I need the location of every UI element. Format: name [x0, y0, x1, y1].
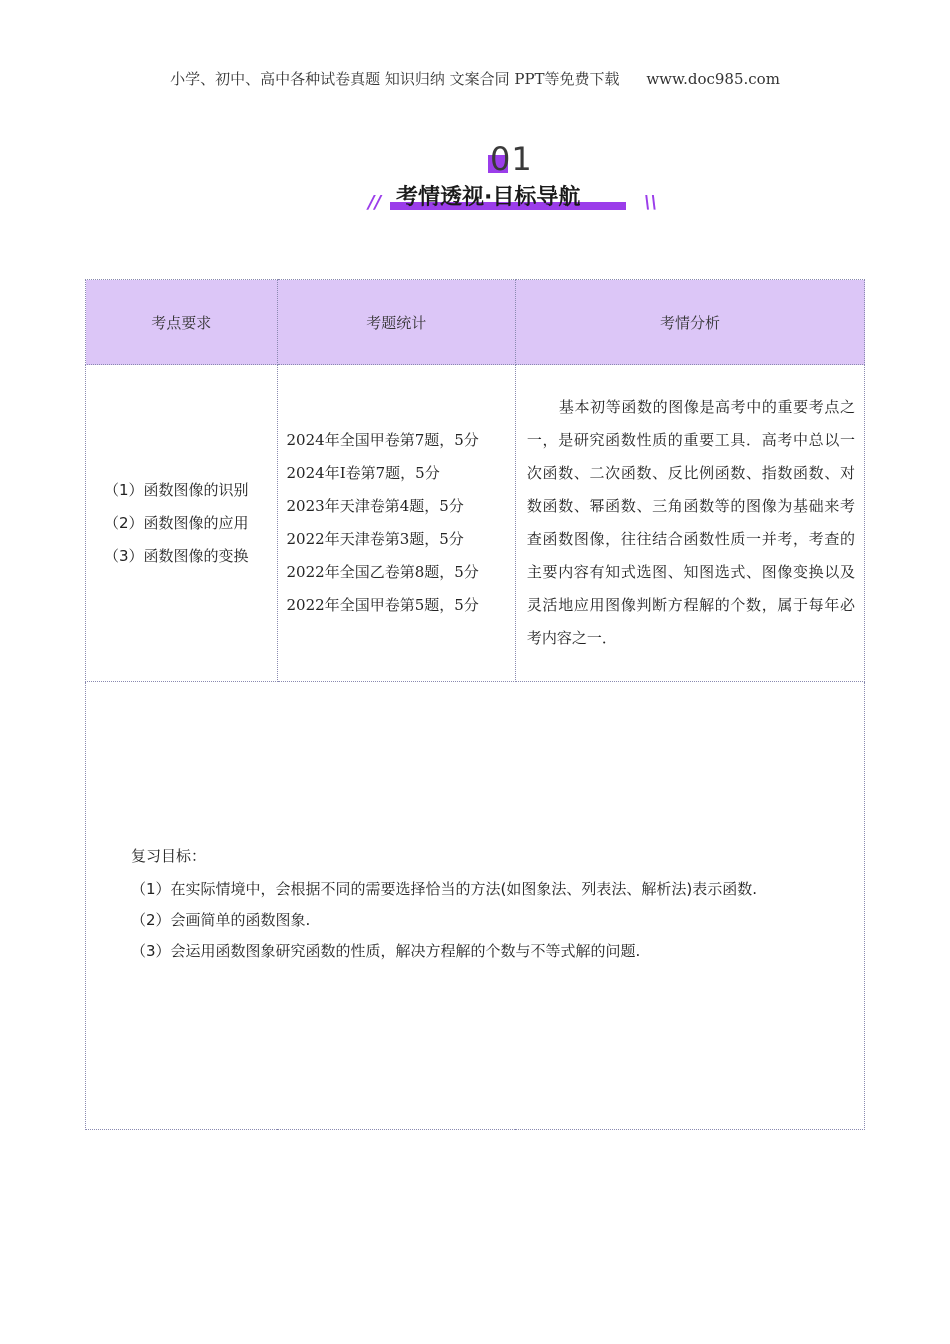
- col-header-stats: 考题统计: [277, 280, 515, 365]
- section-number-block: [0, 140, 950, 180]
- requirements-list: [87, 474, 276, 573]
- requirements-cell: [86, 365, 278, 682]
- stats-cell: [277, 365, 515, 682]
- table-header-row: [86, 280, 865, 365]
- goals-row: [86, 682, 865, 1130]
- col-header-analysis: 考情分析: [515, 280, 864, 365]
- analysis-cell: [515, 365, 864, 682]
- analysis-text: 基本初等函数的图像是高考中的重要考点之一，是研究函数性质的重要工具．高考中总以一次函数、二次函数、反比例函数、指数函数、对数函数、幂函数、三角函数等的图像为基础来考查函数图像，往往结合函数性质一并考，考查的主要内容有知式选图、知图选式、图像变换以及灵活地应用图像判断方程解的个数，属于每年必考内容之一．: [526, 398, 855, 647]
- review-goals: [87, 683, 863, 967]
- exam-analysis-table: [85, 279, 865, 1130]
- stat-item: 2024年全国甲卷第7题，5分: [286, 431, 479, 449]
- requirement-item: （1）函数图像的识别: [104, 480, 249, 499]
- section-title-block: [368, 180, 658, 216]
- header-site: www.doc985.com: [646, 70, 780, 88]
- stat-item: 2022年天津卷第3题，5分: [286, 530, 464, 548]
- section-number: 01: [490, 140, 533, 178]
- table-content-row: [86, 365, 865, 682]
- section-title: 考情透视·目标导航: [396, 185, 581, 210]
- goal-item: （1）在实际情境中，会根据不同的需要选择恰当的方法(如图象法、列表法、解析法)表示函数.: [131, 880, 758, 898]
- goals-cell: [86, 682, 865, 1130]
- stat-item: 2023年天津卷第4题，5分: [286, 497, 464, 515]
- stats-list: [279, 424, 514, 622]
- goals-title: 复习目标：: [131, 847, 207, 865]
- stat-item: 2022年全国甲卷第5题，5分: [286, 596, 479, 614]
- deco-slashes-right: \\: [644, 192, 658, 213]
- stat-item: 2022年全国乙卷第8题，5分: [286, 563, 479, 581]
- page-header: [0, 68, 950, 89]
- goal-item: （2）会画简单的函数图象.: [131, 911, 311, 929]
- deco-slashes-left: //: [368, 192, 382, 213]
- requirement-item: （3）函数图像的变换: [104, 546, 249, 565]
- goal-item: （3）会运用函数图象研究函数的性质，解决方程解的个数与不等式解的问题.: [131, 942, 641, 960]
- col-header-requirements: 考点要求: [86, 280, 278, 365]
- header-text: 小学、初中、高中各种试卷真题 知识归纳 文案合同 PPT等免费下载: [170, 70, 620, 88]
- stat-item: 2024年I卷第7题，5分: [286, 464, 440, 482]
- requirement-item: （2）函数图像的应用: [104, 513, 249, 532]
